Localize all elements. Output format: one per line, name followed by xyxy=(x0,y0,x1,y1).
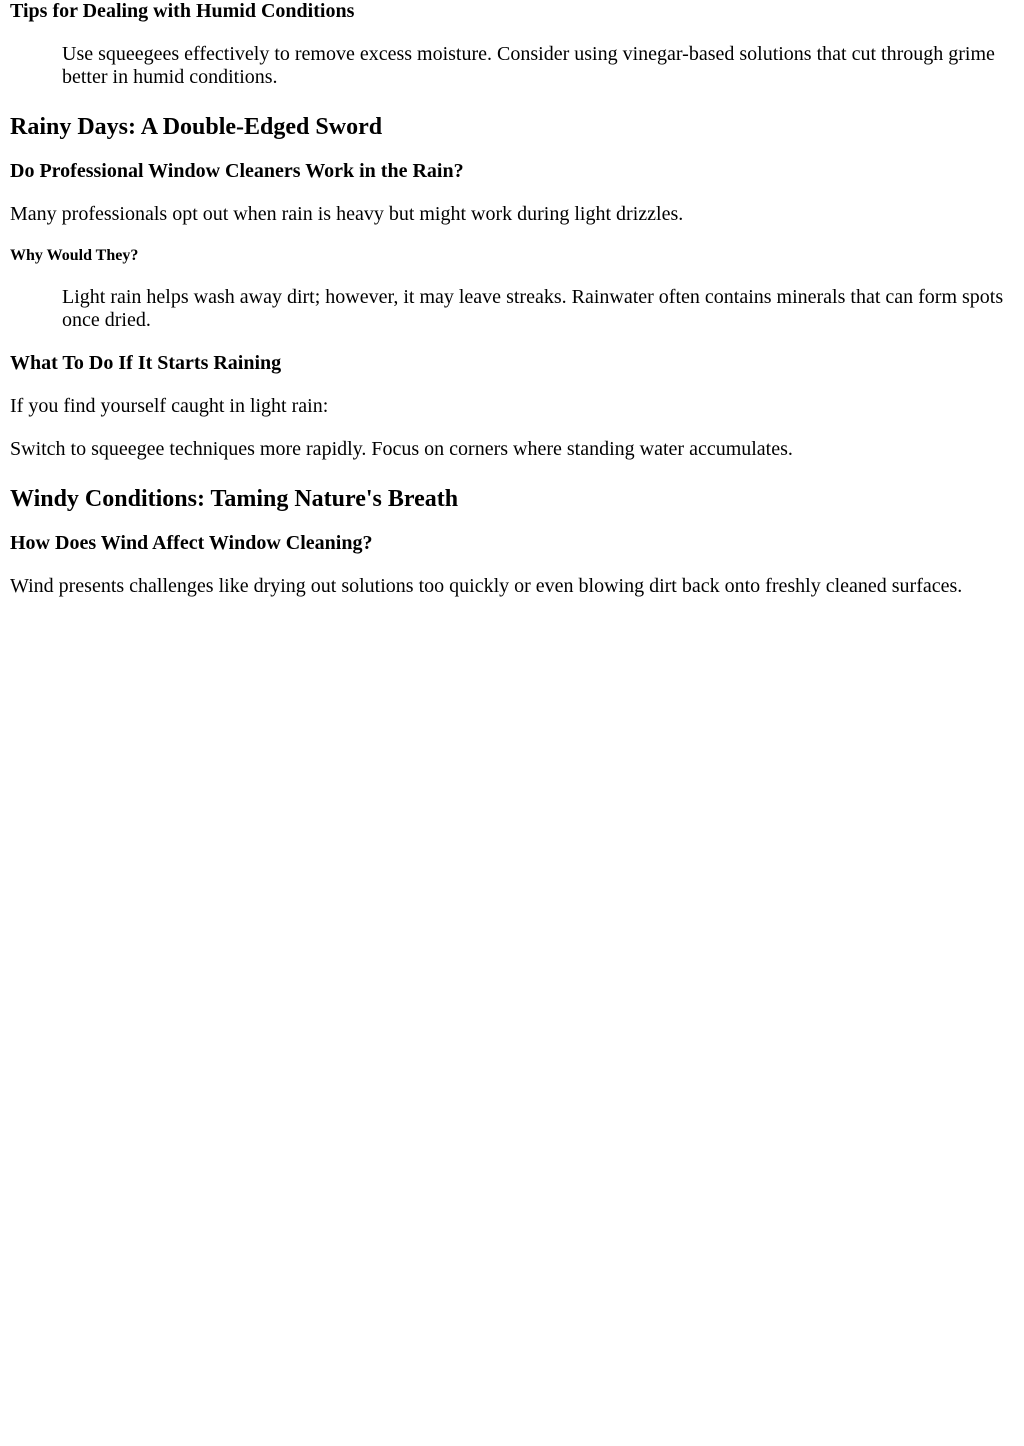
squeegee-paragraph: Switch to squeegee techniques more rapidly. Focus on corners where standing water accumulates. xyxy=(10,438,793,460)
wind-paragraph: Wind presents challenges like drying out solutions too quickly or even blowing dirt back onto freshly cleaned surfaces. xyxy=(10,575,963,597)
rain-work-paragraph: Many professionals opt out when rain is heavy but might work during light drizzles. xyxy=(10,203,684,225)
wind-affect-heading: How Does Wind Affect Window Cleaning? xyxy=(10,532,373,554)
why-would-they-heading: Why Would They? xyxy=(10,247,139,264)
article-body xyxy=(0,0,1024,598)
windy-conditions-heading: Windy Conditions: Taming Nature's Breath xyxy=(10,486,459,512)
humid-tips-heading: Tips for Dealing with Humid Conditions xyxy=(10,0,355,22)
light-rain-quote: Light rain helps wash away dirt; however, it may leave streaks. Rainwater often contains minerals that can form spots once dried. xyxy=(62,286,1004,331)
starts-raining-heading: What To Do If It Starts Raining xyxy=(10,352,282,374)
rain-work-heading: Do Professional Window Cleaners Work in the Rain? xyxy=(10,160,464,182)
humid-tips-quote: Use squeegees effectively to remove excess moisture. Consider using vinegar-based solutions that cut through grime better in humid conditions. xyxy=(62,43,995,88)
caught-in-rain-paragraph: If you find yourself caught in light rain: xyxy=(10,395,329,417)
rainy-days-heading: Rainy Days: A Double-Edged Sword xyxy=(10,114,383,140)
